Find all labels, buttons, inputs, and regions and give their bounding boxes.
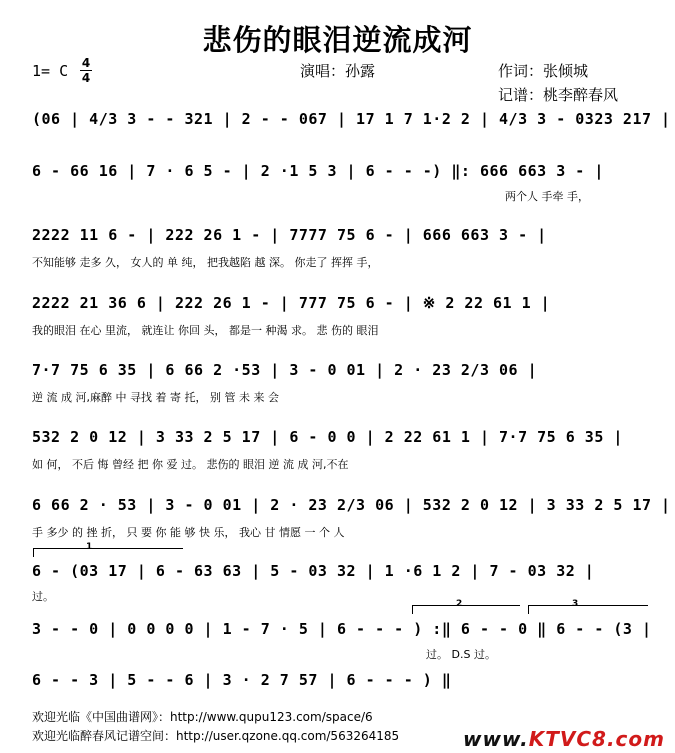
score-row-1-notes: (06 | 4/3 3 - - 321 | 2 - - 067 | 17 1 7 1·2 2 | 4/3 3 - 0323 217 | [32, 110, 671, 128]
score-row-9-lyrics: 过。 D.S 过。 [426, 648, 496, 661]
transcriber-credit: 记谱：桃李醉春风 [498, 86, 619, 104]
time-signature [80, 57, 92, 84]
volta-number-2: 2 [456, 599, 463, 609]
score-row-6-notes: 532 2 0 12 | 3 33 2 5 17 | 6 - 0 0 | 2 22 61 1 | 7·7 75 6 35 | [32, 428, 623, 446]
lyricist-credit: 作词：张倾城 [498, 62, 589, 80]
score-row-3-notes: 2222 11 6 - | 222 26 1 - | 7777 75 6 - | 666 663 3 - | [32, 226, 547, 244]
volta-bracket-2 [412, 605, 520, 606]
score-row-2-notes: 6 - 66 16 | 7 · 6 5 - | 2 ·1 5 3 | 6 - - -) ‖: 666 663 3 - | [32, 162, 604, 180]
meter-top: 4 [81, 56, 91, 70]
meter-bottom: 4 [81, 71, 91, 85]
singer-credit: 演唱：孙露 [300, 62, 376, 80]
score-row-8-lyrics: 过。 [32, 590, 54, 603]
song-title: 悲伤的眼泪逆流成河 [202, 23, 473, 57]
score-row-7-notes: 6 66 2 · 53 | 3 - 0 01 | 2 · 23 2/3 06 | 532 2 0 12 | 3 33 2 5 17 | [32, 496, 671, 514]
score-row-4-notes: 2222 21 36 6 | 222 26 1 - | 777 75 6 - | ※ 2 22 61 1 | [32, 294, 551, 312]
score-row-5-notes: 7·7 75 6 35 | 6 66 2 ·53 | 3 - 0 01 | 2 · 23 2/3 06 | [32, 361, 538, 379]
volta-bracket-1 [33, 548, 183, 549]
key-signature: 1= C [32, 62, 69, 80]
score-row-7-lyrics: 手 多少 的 挫 折， 只 要 你 能 够 快 乐， 我心 甘 情愿 一 个 人 [32, 526, 345, 539]
score-row-4-lyrics: 我的眼泪 在心 里流， 就连让 你回 头， 都是一 种渴 求。 悲 伤的 眼泪 [32, 324, 379, 337]
watermark-domain: KTVC8.com [528, 727, 665, 751]
score-row-10-notes: 6 - - 3 | 5 - - 6 | 3 · 2 7 57 | 6 - - - ) ‖ [32, 671, 452, 689]
score-row-9-notes: 3 - - 0 | 0 0 0 0 | 1 - 7 · 5 | 6 - - - ) :‖ 6 - - 0 ‖ 6 - - (3 | [32, 620, 652, 638]
score-row-3-lyrics: 不知能够 走多 久， 女人的 单 纯， 把我越陷 越 深。 你走了 挥挥 手， [32, 256, 379, 269]
site-watermark [463, 727, 665, 751]
footer-line-1: 欢迎光临《中国曲谱网》：http://www.qupu123.com/space/6 [32, 710, 373, 724]
watermark-prefix: www. [463, 727, 529, 751]
score-row-5-lyrics: 逆 流 成 河,麻醉 中 寻找 着 寄 托， 别 管 未 来 会 [32, 391, 279, 404]
volta-bracket-3 [528, 605, 648, 606]
volta-number-1: 1 [86, 542, 93, 552]
footer-line-2: 欢迎光临醉春风记谱空间：http://user.qzone.qq.com/563264185 [32, 729, 400, 743]
score-row-8-notes: 6 - (03 17 | 6 - 63 63 | 5 - 03 32 | 1 ·6 1 2 | 7 - 03 32 | [32, 562, 595, 580]
score-row-6-lyrics: 如 何， 不后 悔 曾经 把 你 爱 过。 悲伤的 眼泪 逆 流 成 河,不在 [32, 458, 349, 471]
score-row-2-lyrics: 两个人 手牵 手， [505, 190, 589, 203]
volta-number-3: 3 [572, 599, 579, 609]
